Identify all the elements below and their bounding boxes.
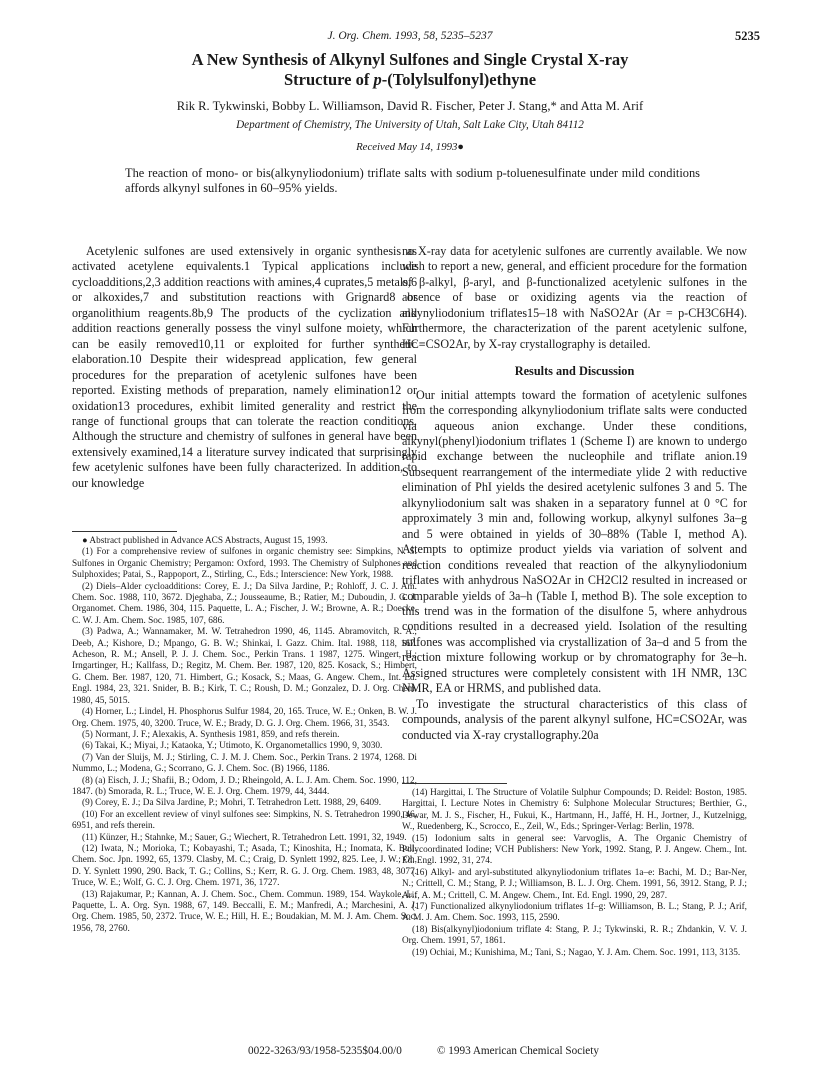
body-paragraph: Our initial attempts toward the formation of acetylenic sulfones from the corresponding alkynyliodonium triflate salts were conducted via aqueous anion exchange. Under these conditions, alkynyl(phenyl)iodonium triflates 1 (Scheme I) are known to undergo rapid exchange between the nucleophile and triflate anion.19 Subsequent rearrangement of the intermediate ylide 2 with reductive elimination of PhI yields the desired acetylenic sulfones 3 and 5. The alkynyliodonium salt was shaken in a separatory funnel at 0 °C for approximately 3 min and, following workup, alkynyl sulfones 3a–g and 5 were obtained in yields of 30–88% (Table I, method A). Attempts to optimize product yields via variation of solvent and reaction conditions revealed that reaction of the alkynyliodonium triflates with anhydrous NaSO2Ar in CH2Cl2 resulted in increased or comparable yields of 3a–h (Table I, method B). The sole exception to this trend was in the formation of the disulfone 5, where anhydrous conditions resulted in a decreased yield. Isolation of the resulting sulfones was accomplished via crystallization of 3a–d and 5 from the reaction mixture following workup or by chromatography for 3e–h. Assigned structures were completely consistent with 1H NMR, 13C NMR, EA or HRMS, and published data. bbox=[402, 387, 747, 696]
body-paragraph: To investigate the structural characteristics of this class of compounds, analysis of the parent alkynyl sulfone, HC≡CSO2Ar, was conducted via X-ray crystallography.20a bbox=[402, 696, 747, 742]
footnote: (11) Künzer, H.; Stahnke, M.; Sauer, G.; Wiechert, R. Tetrahedron Lett. 1991, 32, 1949. bbox=[82, 832, 407, 843]
title-line-2-post: -(Tolylsulfonyl)ethyne bbox=[381, 70, 537, 89]
footnote: (12) Iwata, N.; Morioka, T.; Kobayashi, T.; Asada, T.; Kinoshita, H.; Inomata, K. Bull. Chem. Soc. Jpn. 1992, 65, 1379. Clasby, M. C.; Craig, D. Synlett 1992, 825. Lee, J. W.; Oh, D. Y. Synlett 1990, 290. Back, T. G.; Collins, S.; Kerr, R. G. J. Org. Chem. 1983, 48, 3077. Truce, W. E.; Wolf, G. C. J. Org. Chem. 1971, 36, 1727. bbox=[72, 843, 417, 889]
page-number: 5235 bbox=[735, 29, 760, 43]
footnote: (14) Hargittai, I. The Structure of Volatile Sulphur Compounds; D. Reidel: Boston, 1985. Hargittai, I. Lecture Notes in Chemistry 6: Sulphone Molecular Structures; Berthier, G., Dewar, M. J. S., Fischer, H., Fukui, K., Hartmann, H., Jaffé, H. H., Jortner, J., Kutzelnigg, W., Ruedenberg, K., Scrocco, E., Zeil, W., Eds.; Springer-Verlag: Berlin, 1978. bbox=[402, 788, 747, 833]
footer-copyright: © 1993 American Chemical Society bbox=[437, 1045, 599, 1057]
title-line-2-italic: p bbox=[373, 70, 382, 89]
footnote: ● Abstract published in Advance ACS Abstracts, August 15, 1993. bbox=[82, 536, 328, 546]
footnote: (17) Functionalized alkynyliodonium triflates 1f–g: Williamson, B. L.; Stang, P. J.; Arif, A. M. J. Am. Chem. Soc. 1993, 115, 2590. bbox=[402, 902, 747, 924]
footnotes-right bbox=[402, 788, 747, 959]
received-date: Received May 14, 1993● bbox=[356, 141, 464, 153]
article-title bbox=[70, 50, 750, 90]
footnote: (8) (a) Eisch, J. J.; Shafii, B.; Odom, J. D.; Rheingold, A. L. J. Am. Chem. Soc. 1990, 112, 1847. (b) Smorada, R. L.; Truce, W. E. J. Org. Chem. 1979, 44, 3444. bbox=[72, 775, 417, 797]
footnote-divider bbox=[72, 531, 177, 532]
footnote: (13) Rajakumar, P.; Kannan, A. J. Chem. Soc., Chem. Commun. 1989, 154. Waykole, L.; Paquette, L. A. Org. Syn. 1988, 67, 149. Beccalli, E. M.; Manfredi, A.; Marchesini, A. J. Org. Chem. 1985, 50, 2372. Truce, W. E.; Hill, H. E.; Boudakian, M. M. J. Am. Chem. Soc. 1956, 78, 2760. bbox=[72, 889, 417, 934]
footnote: (9) Corey, E. J.; Da Silva Jardine, P.; Mohri, T. Tetrahedron Lett. 1988, 29, 6409. bbox=[82, 798, 382, 809]
abstract: The reaction of mono- or bis(alkynyliodonium) triflate salts with sodium p-toluenesulfinate under mild conditions affords alkynyl sulfones in 60–95% yields. bbox=[125, 166, 700, 195]
footnotes-left bbox=[72, 536, 417, 935]
footnote: (4) Horner, L.; Lindel, H. Phosphorus Sulfur 1984, 20, 165. Truce, W. E.; Onken, B. W. J. Org. Chem. 1975, 40, 3200. Truce, W. E.; Brady, D. G. J. Org. Chem. 1966, 31, 3543. bbox=[72, 707, 417, 729]
body-paragraph: no X-ray data for acetylenic sulfones are currently available. We now wish to report a new, general, and efficient procedure for the formation of β-alkyl, β-aryl, and β-functionalized acetylenic sulfones in the absence of base or oxidizing agents via the reaction of alkynyliodonium triflates15–18 with NaSO2Ar (Ar = p-CH3C6H4). Furthermore, the characterization of the parent acetylenic sulfone, HC≡CSO2Ar, by X-ray crystallography is detailed. bbox=[402, 244, 747, 351]
footnote: (16) Alkyl- and aryl-substituted alkynyliodonium triflates 1a–e: Bachi, M. D.; Bar-Ner, N.; Crittell, C. M.; Stang, P. J.; Williamson, B. L. J. Org. Chem. 1991, 56, 3912. Stang, P. J.; Arif, A. M.; Crittell, C. M. Angew. Chem., Int. Ed. Engl. 1990, 29, 287. bbox=[402, 867, 747, 901]
footnote: (5) Normant, J. F.; Alexakis, A. Synthesis 1981, 859, and refs therein. bbox=[82, 729, 340, 740]
title-line-1: A New Synthesis of Alkynyl Sulfones and Single Crystal X-ray bbox=[191, 50, 629, 69]
footnote: (7) Van der Sluijs, M. J.; Stirling, C. J. M. J. Chem. Soc., Perkin Trans. 2 1974, 1268. Di Nummo, L.; Modena, G.; Scorrano, G. J. Chem. Soc. (B) 1966, 1186. bbox=[72, 752, 417, 775]
affiliation: Department of Chemistry, The University of Utah, Salt Lake City, Utah 84112 bbox=[236, 119, 584, 131]
footnote: (1) For a comprehensive review of sulfones in organic chemistry see: Simpkins, N. S. Sulfones in Organic Chemistry; Pergamon: Oxford, 1993. The Chemistry of Sulphones and Sulphoxides; Patai, S., Rappoport, Z., Stirling, C., Eds.; Interscience: New York, 1988. bbox=[72, 547, 417, 581]
author-list: Rik R. Tykwinski, Bobby L. Williamson, David R. Fischer, Peter J. Stang,* and Atta M. Arif bbox=[176, 99, 644, 113]
title-line-2-pre: Structure of bbox=[283, 70, 374, 89]
footnote: (15) Iodonium salts in general see: Varvoglis, A. The Organic Chemistry of Polycoordinated Iodine; VCH Publishers: New York, 1992. Stang, P. J. Angew. Chem., Int. Ed. Engl. 1992, 31, 274. bbox=[402, 833, 747, 867]
footnote: (19) Ochiai, M.; Kunishima, M.; Tani, S.; Nagao, Y. J. Am. Chem. Soc. 1991, 113, 3135. bbox=[412, 947, 741, 958]
running-head: J. Org. Chem. 1993, 58, 5235–5237 bbox=[327, 30, 493, 42]
footnote: (3) Padwa, A.; Wannamaker, M. W. Tetrahedron 1990, 46, 1145. Abramovitch, R. A.; Deeb, A.; Kishore, D.; Mpango, G. B. W.; Shinkai, I. Gazz. Chim. Ital. 1988, 118, 167. Acheson, R. M.; Ansell, P. J. J. Chem. Soc., Perkin Trans. 1 1987, 1275. Wingert, H.; Irngartinger, H.; Kallfass, D.; Regitz, M. Chem. Ber. 1987, 120, 825. Kosack, S.; Himbert, G. Chem. Ber. 1987, 120, 71. Himbert, G.; Kosack, S.; Maas, G. Angew. Chem., Int. Ed. Engl. 1984, 23, 321. Snider, B. B.; Kirk, T. C.; Roush, D. M.; Gonzalez, D. J. Org. Chem. 1980, 45, 5015. bbox=[72, 627, 417, 706]
footer-code: 0022-3263/93/1958-5235$04.00/0 bbox=[248, 1045, 402, 1057]
footnote-divider bbox=[402, 783, 507, 784]
body-column-right bbox=[402, 244, 747, 743]
body-column-left bbox=[72, 244, 417, 491]
body-paragraph: Acetylenic sulfones are used extensively in organic synthesis as activated acetylene equivalents.1 Typical applications include cycloadditions,2,3 addition reactions with amines,4 cuprates,5 metals,6 or alkoxides,7 and substitution reactions with Grignard8 or organolithium reagents.8b,9 The products of the cyclization and addition reactions generally possess the vinyl sulfone moiety, which can be easily removed10,11 or exploited for further synthetic elaboration.10 Despite their widespread application, few general procedures for the preparation of acetylenic sulfones have been reported. Existing methods of preparation, namely elimination12 or oxidation13 procedures, exhibit limited generality and restrict the range of functional groups that can tolerate the reaction conditions. Although the structure and chemistry of sulfones in general have been extensively examined,14 a literature survey indicated that surprisingly few acetylenic sulfones have been fully characterized. In addition, to our knowledge bbox=[72, 244, 417, 490]
section-heading: Results and Discussion bbox=[514, 364, 635, 379]
footnote: (10) For an excellent review of vinyl sulfones see: Simpkins, N. S. Tetrahedron 1990, 46, 6951, and refs therein. bbox=[72, 809, 417, 832]
footnote: (18) Bis(alkynyl)iodonium triflate 4: Stang, P. J.; Tykwinski, R. R.; Zhdankin, V. V. J. Org. Chem. 1991, 57, 1861. bbox=[402, 924, 747, 947]
footnote: (2) Diels–Alder cycloadditions: Corey, E. J.; Da Silva Jardine, P.; Rohloff, J. C. J. Am. Chem. Soc. 1988, 110, 3672. Djeghaba, Z.; Jousseaume, B.; Ratier, M.; Duboudin, J. G. J. Organomet. Chem. 1986, 304, 115. Paquette, L. A.; Fischer, J. W.; Browne, A. R.; Doecke, C. W. J. Am. Chem. Soc. 1985, 107, 686. bbox=[72, 581, 417, 626]
footnote: (6) Takai, K.; Miyai, J.; Kataoka, Y.; Utimoto, K. Organometallics 1990, 9, 3030. bbox=[82, 741, 383, 752]
title-line-2 bbox=[70, 70, 750, 90]
